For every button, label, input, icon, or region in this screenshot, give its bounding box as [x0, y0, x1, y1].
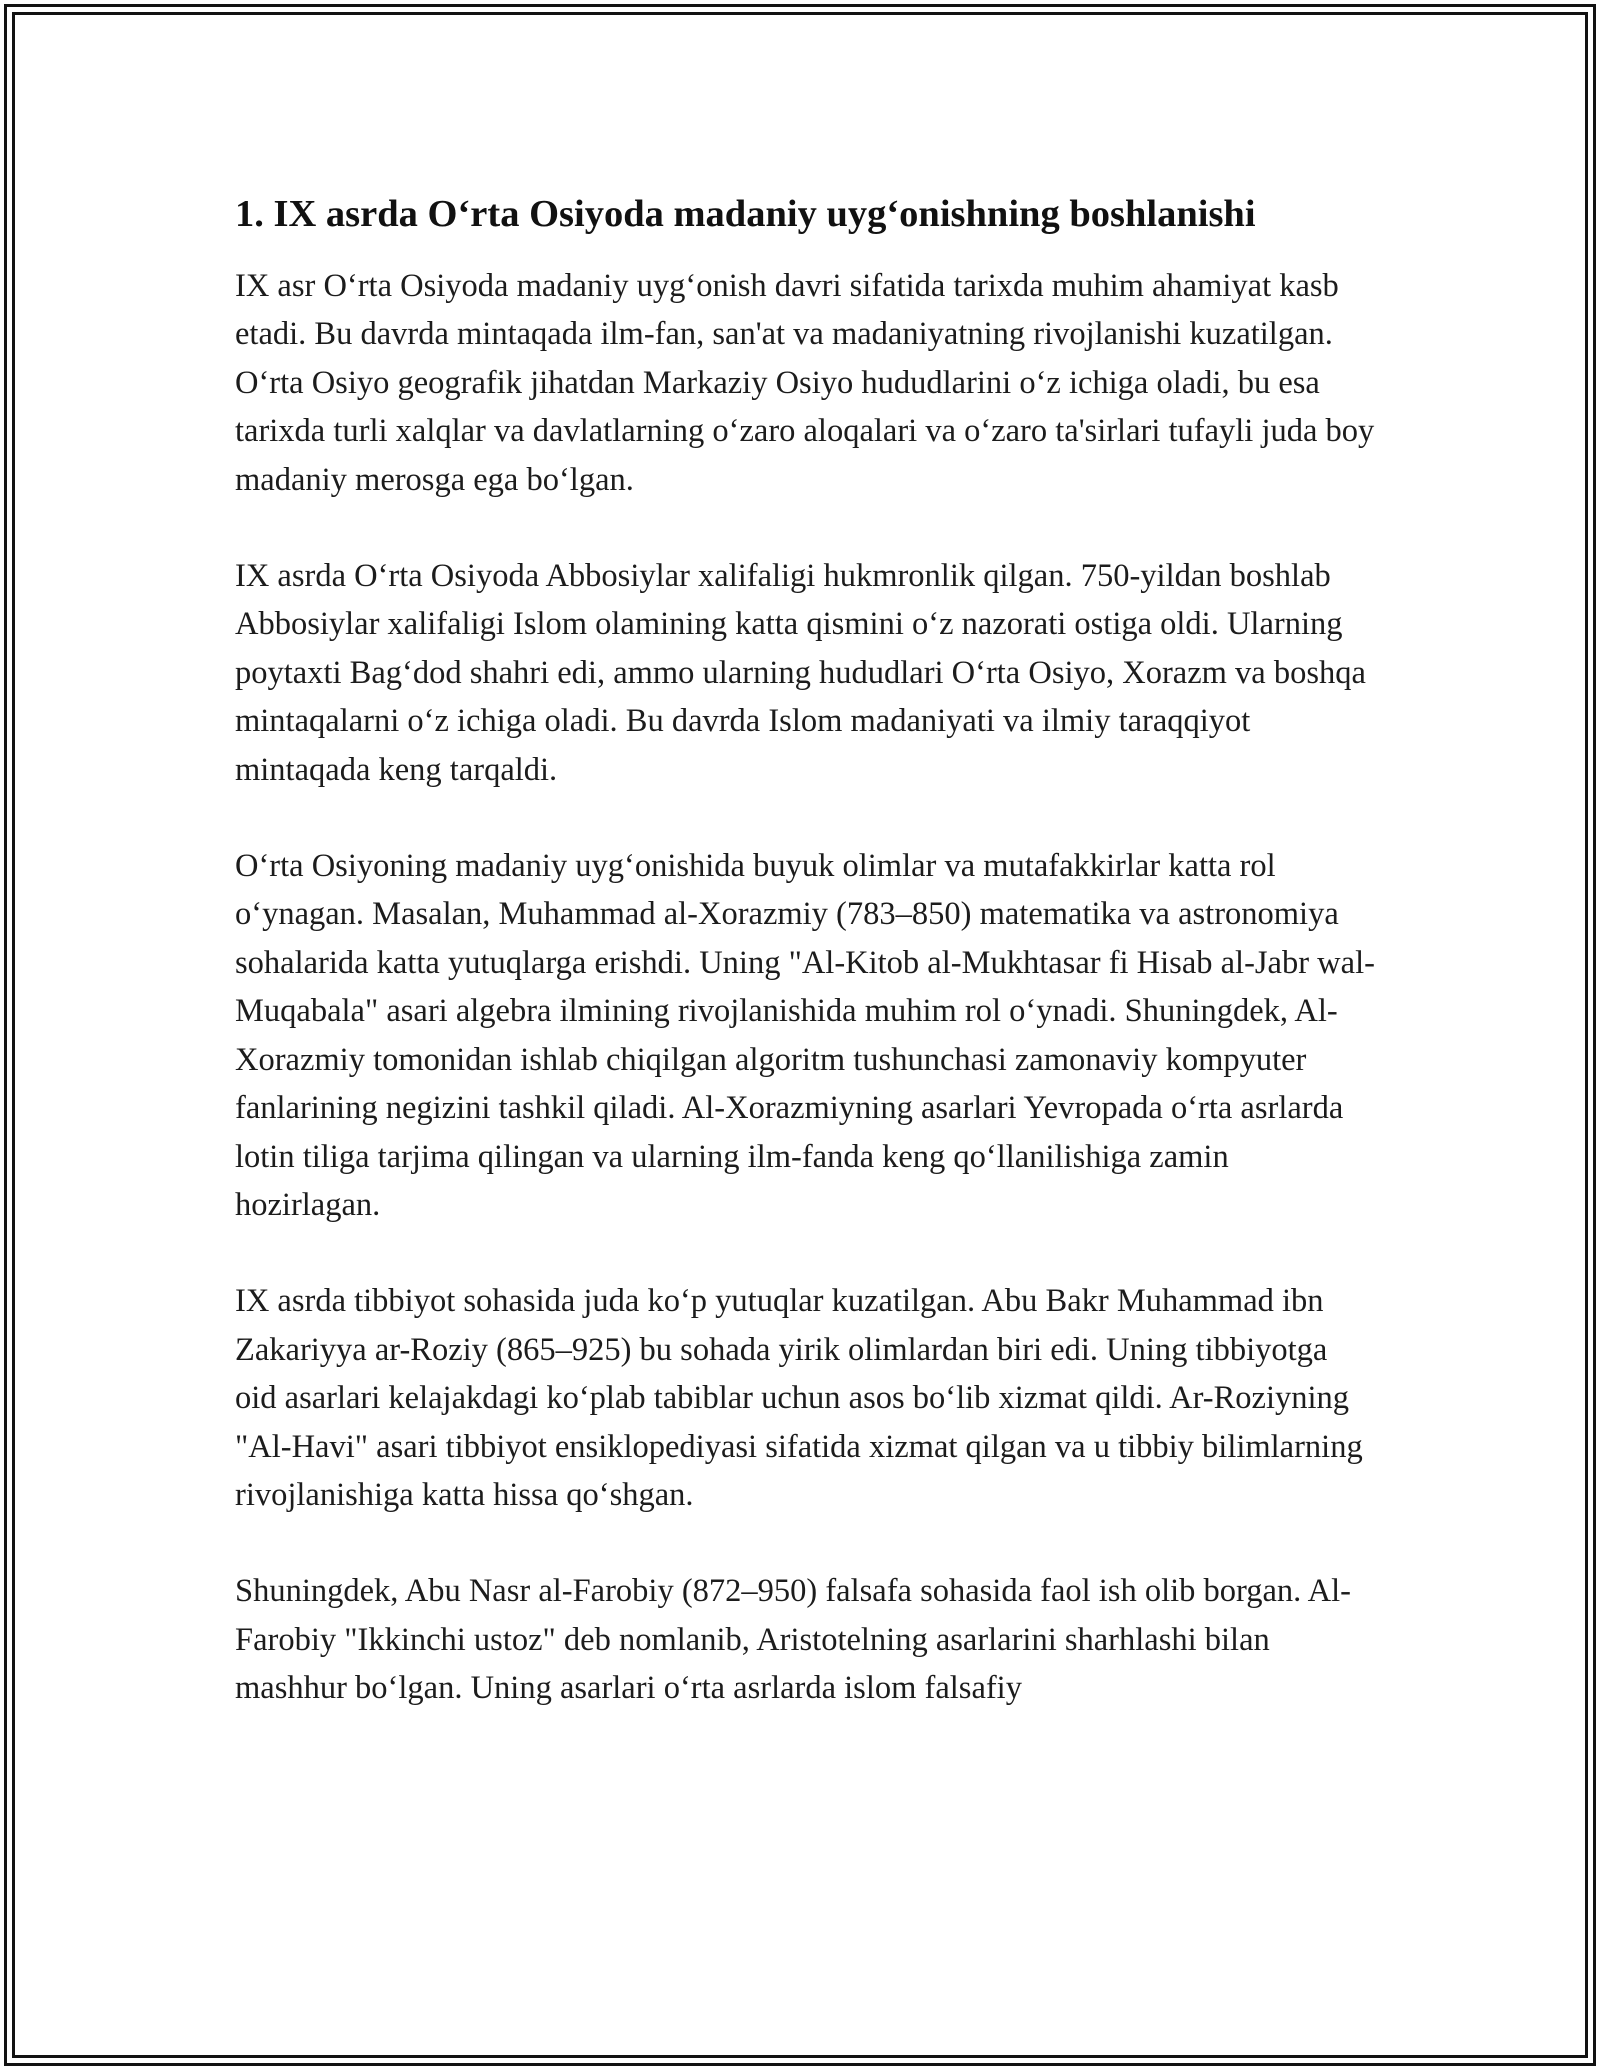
document-body: [235, 188, 1375, 1761]
paragraph-3: O‘rta Osiyoning madaniy uyg‘onishida buyuk olimlar va mutafakkirlar katta rol o‘ynagan. Masalan, Muhammad al-Xorazmiy (783–850) matematika va astronomiya sohalarida katta yutuqlarga erishdi. Uning "Al-Kitob al-Mukhtasar fi Hisab al-Jabr wal-Muqabala" asari algebra ilmining rivojlanishida muhim rol o‘ynadi. Shuningdek, Al-Xorazmiy tomonidan ishlab chiqilgan algoritm tushunchasi zamonaviy kompyuter fanlarining negizini tashkil qiladi. Al-Xorazmiyning asarlari Yevropada o‘rta asrlarda lotin tiliga tarjima qilingan va ularning ilm-fanda keng qo‘llanilishiga zamin hozirlagan.: [235, 848, 1375, 1223]
paragraph-4: IX asrda tibbiyot sohasida juda ko‘p yutuqlar kuzatilgan. Abu Bakr Muhammad ibn Zakariyya ar-Roziy (865–925) bu sohada yirik olimlardan biri edi. Uning tibbiyotga oid asarlari kelajakdagi ko‘plab tabiblar uchun asos bo‘lib xizmat qildi. Ar-Roziyning "Al-Havi" asari tibbiyot ensiklopediyasi sifatida xizmat qilgan va u tibbiy bilimlarning rivojlanishiga katta hissa qo‘shgan.: [235, 1283, 1363, 1513]
section-heading: 1. IX asrda O‘rta Osiyoda madaniy uyg‘onishning boshlanishi: [235, 193, 1256, 235]
paragraph-5: Shuningdek, Abu Nasr al-Farobiy (872–950) falsafa sohasida faol ish olib borgan. Al-Farobiy "Ikkinchi ustoz" deb nomlanib, Aristotelning asarlarini sharhlashi bilan mashhur bo‘lgan. Uning asarlari o‘rta asrlarda islom falsafiy: [235, 1573, 1351, 1707]
paragraph-1: IX asr O‘rta Osiyoda madaniy uyg‘onish davri sifatida tarixda muhim ahamiyat kasb etadi. Bu davrda mintaqada ilm-fan, san'at va madaniyatning rivojlanishi kuzatilgan. O‘rta Osiyo geografik jihatdan Markaziy Osiyo hududlarini o‘z ichiga oladi, bu esa tarixda turli xalqlar va davlatlarning o‘zaro aloqalari va o‘zaro ta'sirlari tufayli juda boy madaniy merosga ega bo‘lgan.: [235, 268, 1375, 498]
paragraph-2: IX asrda O‘rta Osiyoda Abbosiylar xalifaligi hukmronlik qilgan. 750-yildan boshlab Abbosiylar xalifaligi Islom olamining katta qismini o‘z nazorati ostiga oldi. Ularning poytaxti Bag‘dod shahri edi, ammo ularning hududlari O‘rta Osiyo, Xorazm va boshqa mintaqalarni o‘z ichiga oladi. Bu davrda Islom madaniyati va ilmiy taraqqiyot mintaqada keng tarqaldi.: [235, 558, 1366, 788]
